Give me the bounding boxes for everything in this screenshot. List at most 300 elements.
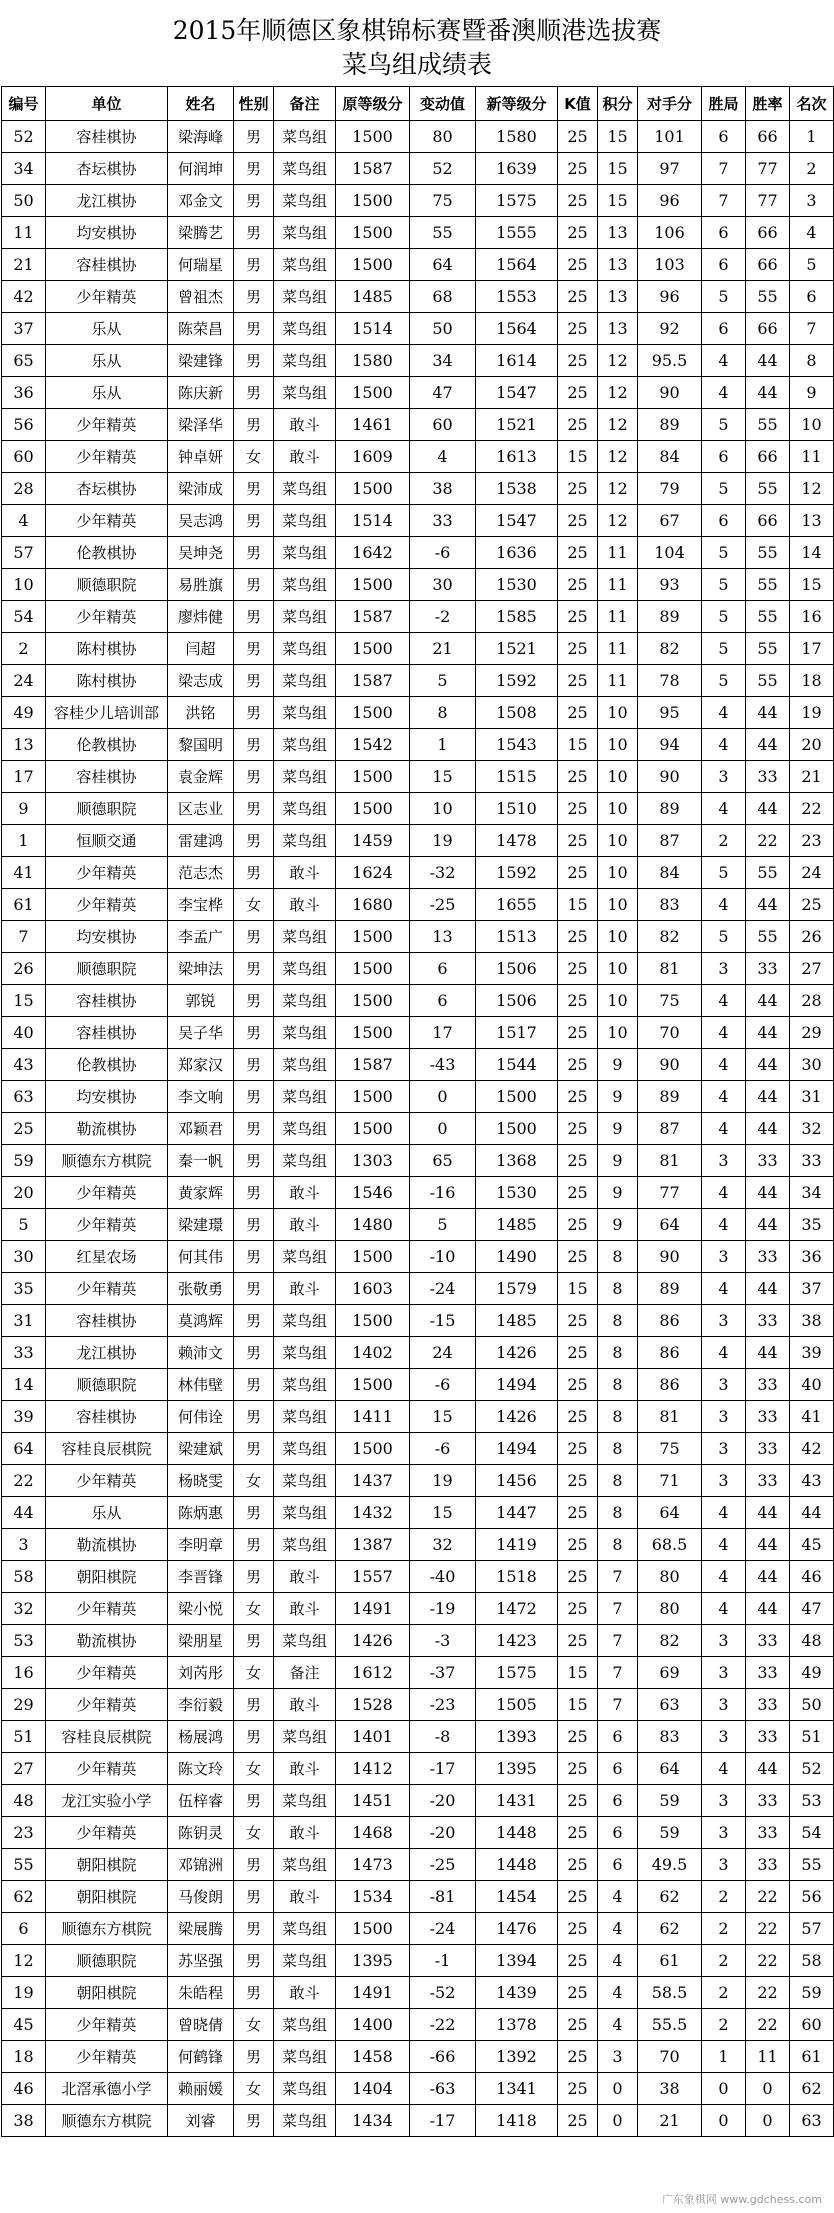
col-points-cell: 9 <box>598 1113 638 1145</box>
col-unit-cell: 乐从 <box>46 1497 168 1529</box>
col-wins-cell: 5 <box>702 601 746 633</box>
col-name-cell: 陈炳惠 <box>168 1497 234 1529</box>
col-note-cell: 菜鸟组 <box>274 1465 336 1497</box>
col-k-cell: 25 <box>558 345 598 377</box>
col-note-cell: 菜鸟组 <box>274 1625 336 1657</box>
table-row <box>2 1881 834 1913</box>
col-gender-cell: 男 <box>234 1689 274 1721</box>
col-points-cell: 8 <box>598 1497 638 1529</box>
col-win-rate-cell: 44 <box>746 793 790 825</box>
col-name-cell: 何润坤 <box>168 153 234 185</box>
col-unit-cell: 顺德职院 <box>46 569 168 601</box>
col-wins-cell: 0 <box>702 2073 746 2105</box>
col-win-rate-cell: 44 <box>746 985 790 1017</box>
col-old-rating-cell: 1491 <box>336 1977 410 2009</box>
col-wins-cell: 3 <box>702 1657 746 1689</box>
col-rank-cell: 52 <box>790 1753 834 1785</box>
col-note-cell: 菜鸟组 <box>274 1529 336 1561</box>
col-win-rate-cell: 33 <box>746 1817 790 1849</box>
col-old-rating-cell: 1451 <box>336 1785 410 1817</box>
col-unit-cell: 少年精英 <box>46 857 168 889</box>
col-old-rating-cell: 1461 <box>336 409 410 441</box>
table-row <box>2 985 834 1017</box>
col-wins-cell: 4 <box>702 1497 746 1529</box>
col-note-cell: 菜鸟组 <box>274 2009 336 2041</box>
col-note-cell: 菜鸟组 <box>274 1081 336 1113</box>
col-id-cell: 20 <box>2 1177 46 1209</box>
col-wins-cell: 0 <box>702 2105 746 2137</box>
col-wins-cell: 4 <box>702 1017 746 1049</box>
col-id-cell: 21 <box>2 249 46 281</box>
col-k-cell: 25 <box>558 377 598 409</box>
col-old-rating-cell: 1432 <box>336 1497 410 1529</box>
col-win-rate-cell: 44 <box>746 345 790 377</box>
col-note-cell: 敢斗 <box>274 1177 336 1209</box>
col-points-cell: 12 <box>598 409 638 441</box>
col-name-cell: 郑家汉 <box>168 1049 234 1081</box>
col-k-cell: 25 <box>558 825 598 857</box>
col-new-rating-cell: 1341 <box>476 2073 558 2105</box>
col-note-cell: 菜鸟组 <box>274 2073 336 2105</box>
col-id-cell: 15 <box>2 985 46 1017</box>
table-row <box>2 1657 834 1689</box>
col-unit-cell: 乐从 <box>46 345 168 377</box>
col-wins-cell: 4 <box>702 1273 746 1305</box>
col-change-cell: -22 <box>410 2009 476 2041</box>
col-id-cell: 46 <box>2 2073 46 2105</box>
col-change-cell: 4 <box>410 441 476 473</box>
col-change-cell: 75 <box>410 185 476 217</box>
col-win-rate-cell: 44 <box>746 1081 790 1113</box>
col-name-cell: 伍梓睿 <box>168 1785 234 1817</box>
col-win-rate-cell: 33 <box>746 1849 790 1881</box>
col-opponent-score-cell: 81 <box>638 953 702 985</box>
col-rank-cell: 39 <box>790 1337 834 1369</box>
table-row <box>2 1049 834 1081</box>
col-note-cell: 菜鸟组 <box>274 1017 336 1049</box>
col-k-cell: 25 <box>558 217 598 249</box>
col-wins-cell: 4 <box>702 1561 746 1593</box>
col-k-cell: 25 <box>558 1817 598 1849</box>
col-new-rating-cell: 1575 <box>476 1657 558 1689</box>
col-change-cell: -10 <box>410 1241 476 1273</box>
col-id-cell: 56 <box>2 409 46 441</box>
col-id-cell: 7 <box>2 921 46 953</box>
col-change-cell: -3 <box>410 1625 476 1657</box>
col-new-rating-cell: 1636 <box>476 537 558 569</box>
col-unit-cell: 容桂棋协 <box>46 1305 168 1337</box>
col-wins-cell: 4 <box>702 377 746 409</box>
col-change-cell: 68 <box>410 281 476 313</box>
col-gender-cell: 男 <box>234 985 274 1017</box>
col-wins-cell: 3 <box>702 1369 746 1401</box>
col-rank-cell: 33 <box>790 1145 834 1177</box>
col-old-rating-cell: 1500 <box>336 121 410 153</box>
col-id-cell: 22 <box>2 1465 46 1497</box>
col-id-cell: 14 <box>2 1369 46 1401</box>
col-rank-cell: 56 <box>790 1881 834 1913</box>
col-change-cell: 32 <box>410 1529 476 1561</box>
col-win-rate-cell: 22 <box>746 1977 790 2009</box>
col-wins-cell: 3 <box>702 1145 746 1177</box>
col-points-cell: 13 <box>598 313 638 345</box>
col-opponent-score-header: 对手分 <box>638 87 702 121</box>
col-new-rating-cell: 1564 <box>476 313 558 345</box>
col-points-cell: 8 <box>598 1465 638 1497</box>
col-wins-cell: 5 <box>702 857 746 889</box>
col-points-cell: 8 <box>598 1305 638 1337</box>
table-row <box>2 953 834 985</box>
col-win-rate-cell: 44 <box>746 1753 790 1785</box>
col-wins-cell: 3 <box>702 953 746 985</box>
col-points-cell: 10 <box>598 793 638 825</box>
col-wins-cell: 6 <box>702 505 746 537</box>
col-name-header: 姓名 <box>168 87 234 121</box>
col-name-cell: 黄家辉 <box>168 1177 234 1209</box>
col-name-cell: 郭锐 <box>168 985 234 1017</box>
col-points-cell: 7 <box>598 1625 638 1657</box>
col-old-rating-cell: 1500 <box>336 1241 410 1273</box>
col-old-rating-cell: 1587 <box>336 665 410 697</box>
col-wins-cell: 3 <box>702 1849 746 1881</box>
col-new-rating-cell: 1494 <box>476 1369 558 1401</box>
col-win-rate-cell: 66 <box>746 505 790 537</box>
col-new-rating-cell: 1485 <box>476 1305 558 1337</box>
col-opponent-score-cell: 81 <box>638 1401 702 1433</box>
col-points-cell: 6 <box>598 1849 638 1881</box>
col-new-rating-cell: 1521 <box>476 633 558 665</box>
col-id-cell: 29 <box>2 1689 46 1721</box>
col-unit-cell: 均安棋协 <box>46 217 168 249</box>
col-win-rate-cell: 22 <box>746 825 790 857</box>
table-row <box>2 1369 834 1401</box>
col-change-cell: 13 <box>410 921 476 953</box>
col-points-cell: 0 <box>598 2105 638 2137</box>
col-gender-cell: 男 <box>234 953 274 985</box>
col-rank-cell: 11 <box>790 441 834 473</box>
col-id-cell: 65 <box>2 345 46 377</box>
table-row <box>2 1113 834 1145</box>
col-opponent-score-cell: 82 <box>638 633 702 665</box>
col-points-cell: 11 <box>598 569 638 601</box>
col-opponent-score-cell: 21 <box>638 2105 702 2137</box>
col-name-cell: 陈文玲 <box>168 1753 234 1785</box>
col-k-cell: 25 <box>558 1561 598 1593</box>
col-gender-cell: 男 <box>234 1337 274 1369</box>
col-rank-cell: 2 <box>790 153 834 185</box>
col-opponent-score-cell: 64 <box>638 1753 702 1785</box>
col-rank-cell: 1 <box>790 121 834 153</box>
table-row <box>2 313 834 345</box>
col-id-cell: 57 <box>2 537 46 569</box>
col-points-cell: 4 <box>598 1945 638 1977</box>
table-row <box>2 537 834 569</box>
col-k-cell: 25 <box>558 1209 598 1241</box>
col-wins-cell: 4 <box>702 1529 746 1561</box>
col-gender-cell: 男 <box>234 409 274 441</box>
col-old-rating-cell: 1500 <box>336 761 410 793</box>
col-win-rate-cell: 44 <box>746 1593 790 1625</box>
col-new-rating-header: 新等级分 <box>476 87 558 121</box>
col-points-cell: 8 <box>598 1273 638 1305</box>
col-opponent-score-cell: 59 <box>638 1785 702 1817</box>
table-row <box>2 1177 834 1209</box>
col-note-cell: 菜鸟组 <box>274 1241 336 1273</box>
col-rank-cell: 26 <box>790 921 834 953</box>
table-row <box>2 505 834 537</box>
col-opponent-score-cell: 90 <box>638 377 702 409</box>
col-name-cell: 洪铭 <box>168 697 234 729</box>
col-name-cell: 莫鸿辉 <box>168 1305 234 1337</box>
col-note-cell: 菜鸟组 <box>274 505 336 537</box>
col-rank-cell: 12 <box>790 473 834 505</box>
col-unit-cell: 少年精英 <box>46 1657 168 1689</box>
col-opponent-score-cell: 87 <box>638 825 702 857</box>
col-new-rating-cell: 1431 <box>476 1785 558 1817</box>
col-change-cell: -8 <box>410 1721 476 1753</box>
col-change-cell: 6 <box>410 985 476 1017</box>
col-wins-cell: 3 <box>702 1689 746 1721</box>
col-opponent-score-cell: 55.5 <box>638 2009 702 2041</box>
col-unit-cell: 恒顺交通 <box>46 825 168 857</box>
col-points-cell: 4 <box>598 1881 638 1913</box>
col-rank-cell: 40 <box>790 1369 834 1401</box>
col-gender-cell: 男 <box>234 1017 274 1049</box>
col-new-rating-cell: 1500 <box>476 1081 558 1113</box>
col-old-rating-cell: 1500 <box>336 953 410 985</box>
col-name-cell: 何鹤锋 <box>168 2041 234 2073</box>
col-change-cell: -63 <box>410 2073 476 2105</box>
col-gender-cell: 男 <box>234 921 274 953</box>
col-k-cell: 25 <box>558 1945 598 1977</box>
col-k-cell: 25 <box>558 2073 598 2105</box>
col-rank-cell: 44 <box>790 1497 834 1529</box>
col-k-cell: 25 <box>558 505 598 537</box>
col-opponent-score-cell: 96 <box>638 185 702 217</box>
col-unit-header: 单位 <box>46 87 168 121</box>
col-old-rating-cell: 1459 <box>336 825 410 857</box>
col-note-cell: 菜鸟组 <box>274 537 336 569</box>
col-note-cell: 菜鸟组 <box>274 121 336 153</box>
col-k-cell: 25 <box>558 1241 598 1273</box>
col-win-rate-cell: 33 <box>746 1689 790 1721</box>
col-opponent-score-cell: 38 <box>638 2073 702 2105</box>
col-wins-cell: 3 <box>702 1785 746 1817</box>
col-unit-cell: 容桂少儿培训部 <box>46 697 168 729</box>
col-id-cell: 34 <box>2 153 46 185</box>
col-win-rate-cell: 44 <box>746 729 790 761</box>
col-unit-cell: 龙江棋协 <box>46 1337 168 1369</box>
col-unit-cell: 顺德东方棋院 <box>46 2105 168 2137</box>
col-unit-cell: 龙江实验小学 <box>46 1785 168 1817</box>
col-rank-cell: 5 <box>790 249 834 281</box>
col-unit-cell: 红星农场 <box>46 1241 168 1273</box>
col-opponent-score-cell: 61 <box>638 1945 702 1977</box>
col-rank-cell: 19 <box>790 697 834 729</box>
col-k-cell: 25 <box>558 1593 598 1625</box>
col-note-cell: 菜鸟组 <box>274 2105 336 2137</box>
col-new-rating-cell: 1592 <box>476 857 558 889</box>
table-row <box>2 1017 834 1049</box>
col-opponent-score-cell: 95.5 <box>638 345 702 377</box>
col-old-rating-cell: 1404 <box>336 2073 410 2105</box>
col-change-cell: -23 <box>410 1689 476 1721</box>
col-rank-cell: 49 <box>790 1657 834 1689</box>
col-rank-cell: 42 <box>790 1433 834 1465</box>
col-rank-cell: 10 <box>790 409 834 441</box>
table-row <box>2 1561 834 1593</box>
col-old-rating-cell: 1401 <box>336 1721 410 1753</box>
col-change-cell: -20 <box>410 1785 476 1817</box>
col-unit-cell: 均安棋协 <box>46 1081 168 1113</box>
col-opponent-score-cell: 90 <box>638 761 702 793</box>
col-opponent-score-cell: 90 <box>638 1049 702 1081</box>
table-row <box>2 1529 834 1561</box>
col-id-cell: 17 <box>2 761 46 793</box>
col-old-rating-cell: 1624 <box>336 857 410 889</box>
col-change-cell: -15 <box>410 1305 476 1337</box>
col-name-cell: 梁坤法 <box>168 953 234 985</box>
col-k-cell: 25 <box>558 1881 598 1913</box>
col-change-cell: 47 <box>410 377 476 409</box>
col-note-cell: 菜鸟组 <box>274 1369 336 1401</box>
col-win-rate-cell: 55 <box>746 921 790 953</box>
col-note-cell: 敢斗 <box>274 1273 336 1305</box>
col-note-cell: 菜鸟组 <box>274 953 336 985</box>
col-wins-cell: 2 <box>702 1977 746 2009</box>
col-name-cell: 何其伟 <box>168 1241 234 1273</box>
col-k-cell: 25 <box>558 1305 598 1337</box>
col-wins-cell: 4 <box>702 1209 746 1241</box>
col-rank-cell: 25 <box>790 889 834 921</box>
col-rank-cell: 16 <box>790 601 834 633</box>
col-unit-cell: 杏坛棋协 <box>46 153 168 185</box>
col-new-rating-cell: 1454 <box>476 1881 558 1913</box>
table-row <box>2 121 834 153</box>
col-old-rating-cell: 1500 <box>336 217 410 249</box>
col-unit-cell: 均安棋协 <box>46 921 168 953</box>
col-gender-cell: 男 <box>234 601 274 633</box>
col-unit-cell: 少年精英 <box>46 601 168 633</box>
col-old-rating-cell: 1500 <box>336 1017 410 1049</box>
col-old-rating-cell: 1500 <box>336 793 410 825</box>
col-rank-cell: 47 <box>790 1593 834 1625</box>
col-old-rating-cell: 1500 <box>336 1113 410 1145</box>
col-note-cell: 菜鸟组 <box>274 217 336 249</box>
col-id-cell: 16 <box>2 1657 46 1689</box>
col-opponent-score-cell: 64 <box>638 1497 702 1529</box>
col-k-cell: 25 <box>558 953 598 985</box>
col-opponent-score-cell: 71 <box>638 1465 702 1497</box>
col-win-rate-cell: 55 <box>746 857 790 889</box>
col-opponent-score-cell: 70 <box>638 2041 702 2073</box>
col-old-rating-cell: 1434 <box>336 2105 410 2137</box>
col-opponent-score-cell: 93 <box>638 569 702 601</box>
col-id-header: 编号 <box>2 87 46 121</box>
col-old-rating-cell: 1500 <box>336 569 410 601</box>
col-k-cell: 25 <box>558 793 598 825</box>
table-row <box>2 1625 834 1657</box>
table-row <box>2 1945 834 1977</box>
col-id-cell: 12 <box>2 1945 46 1977</box>
col-k-cell: 15 <box>558 441 598 473</box>
col-id-cell: 38 <box>2 2105 46 2137</box>
title-line-2: 菜鸟组成绩表 <box>341 50 492 79</box>
col-unit-cell: 少年精英 <box>46 1753 168 1785</box>
col-k-cell: 15 <box>558 729 598 761</box>
col-points-cell: 4 <box>598 2009 638 2041</box>
col-wins-cell: 4 <box>702 1049 746 1081</box>
col-note-cell: 敢斗 <box>274 889 336 921</box>
col-name-cell: 吴坤尧 <box>168 537 234 569</box>
col-points-cell: 13 <box>598 217 638 249</box>
col-note-cell: 菜鸟组 <box>274 825 336 857</box>
col-wins-cell: 3 <box>702 1433 746 1465</box>
col-wins-cell: 1 <box>702 2041 746 2073</box>
col-k-cell: 25 <box>558 1401 598 1433</box>
col-gender-cell: 男 <box>234 1305 274 1337</box>
col-rank-cell: 36 <box>790 1241 834 1273</box>
col-rank-cell: 8 <box>790 345 834 377</box>
col-wins-cell: 2 <box>702 1881 746 1913</box>
col-rank-cell: 15 <box>790 569 834 601</box>
col-wins-cell: 4 <box>702 985 746 1017</box>
col-note-cell: 菜鸟组 <box>274 377 336 409</box>
col-points-cell: 8 <box>598 1529 638 1561</box>
col-id-cell: 27 <box>2 1753 46 1785</box>
col-name-cell: 张敬勇 <box>168 1273 234 1305</box>
col-points-cell: 9 <box>598 1049 638 1081</box>
col-note-cell: 敢斗 <box>274 441 336 473</box>
col-opponent-score-cell: 82 <box>638 1625 702 1657</box>
table-row <box>2 249 834 281</box>
col-change-cell: 52 <box>410 153 476 185</box>
col-new-rating-cell: 1500 <box>476 1113 558 1145</box>
col-wins-cell: 4 <box>702 1753 746 1785</box>
table-row <box>2 857 834 889</box>
col-name-cell: 吴志鸿 <box>168 505 234 537</box>
col-old-rating-cell: 1411 <box>336 1401 410 1433</box>
col-new-rating-cell: 1448 <box>476 1849 558 1881</box>
col-gender-cell: 男 <box>234 2041 274 2073</box>
table-row <box>2 1337 834 1369</box>
col-win-rate-cell: 44 <box>746 1177 790 1209</box>
col-rank-cell: 6 <box>790 281 834 313</box>
col-unit-cell: 少年精英 <box>46 889 168 921</box>
col-change-cell: 21 <box>410 633 476 665</box>
col-old-rating-cell: 1500 <box>336 1305 410 1337</box>
col-name-cell: 陈庆新 <box>168 377 234 409</box>
col-rank-cell: 7 <box>790 313 834 345</box>
col-rank-cell: 50 <box>790 1689 834 1721</box>
col-opponent-score-cell: 80 <box>638 1561 702 1593</box>
col-gender-cell: 男 <box>234 1945 274 1977</box>
col-k-cell: 25 <box>558 569 598 601</box>
col-points-cell: 10 <box>598 729 638 761</box>
col-rank-cell: 20 <box>790 729 834 761</box>
col-id-cell: 61 <box>2 889 46 921</box>
col-id-cell: 60 <box>2 441 46 473</box>
col-old-rating-cell: 1402 <box>336 1337 410 1369</box>
col-change-cell: -25 <box>410 889 476 921</box>
col-new-rating-cell: 1515 <box>476 761 558 793</box>
col-gender-cell: 男 <box>234 729 274 761</box>
col-rank-cell: 31 <box>790 1081 834 1113</box>
col-rank-cell: 32 <box>790 1113 834 1145</box>
col-gender-cell: 男 <box>234 537 274 569</box>
col-old-rating-cell: 1514 <box>336 313 410 345</box>
col-unit-cell: 朝阳棋院 <box>46 1849 168 1881</box>
